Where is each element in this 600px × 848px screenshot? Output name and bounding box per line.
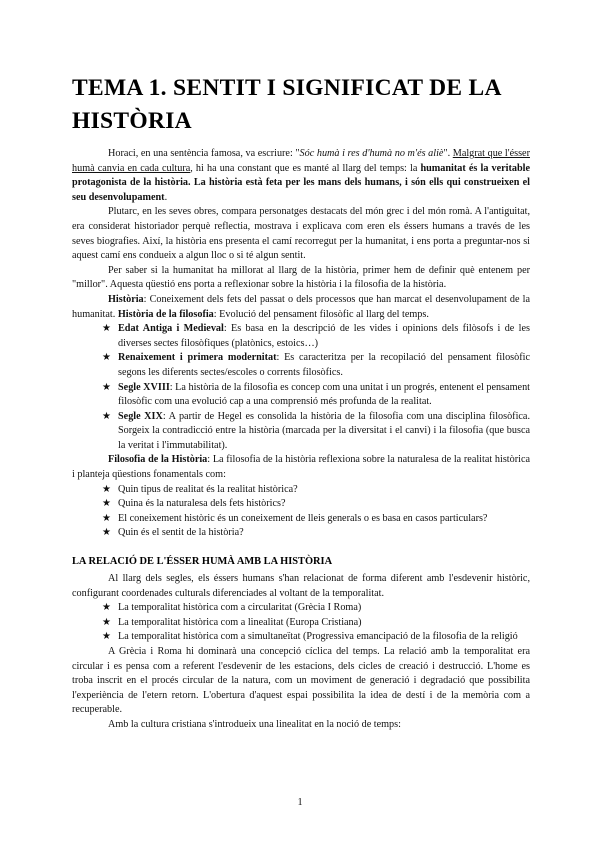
- star-bullet-icon: ★: [102, 512, 111, 524]
- term-historia-filosofia: Història de la filosofia: [117, 308, 214, 320]
- list-item: ★ La temporalitat històrica com a simultaneïtat (Progressiva emancipació de la filosofia de la religió: [72, 630, 530, 645]
- paragraph-millor: Per saber si la humanitat ha millorat al llarg de la història, primer hem de definir què entenem per "millor". Aquesta qüestió ens porta a reflexionar sobre la història i la filosofia de la història.: [72, 264, 530, 291]
- list-item: ★ Quina és la naturalesa dels fets històrics?: [72, 497, 530, 512]
- star-bullet-icon: ★: [102, 616, 111, 628]
- list-item: ★ Quin és el sentit de la història?: [72, 526, 530, 541]
- star-bullet-icon: ★: [102, 631, 111, 643]
- page-title: TEMA 1. SENTIT I SIGNIFICAT DE LA HISTÒRIA: [72, 75, 501, 134]
- page-content: [72, 72, 530, 733]
- star-bullet-icon: ★: [102, 527, 111, 539]
- star-bullet-icon: ★: [102, 602, 111, 614]
- list-item: ★ Quin tipus de realitat és la realitat històrica?: [72, 483, 530, 498]
- questions-list: [72, 483, 530, 541]
- list-item: ★ Segle XIX: A partir de Hegel es consolida la història de la filosofia com una disciplina filosòfica. Sorgeix la contradicció entre la història (marcada per la diversitat i el canvi) i la filosofia (que busca la veritat i l'immutabilitat).: [102, 410, 530, 451]
- history-of-philosophy-list: [72, 322, 530, 453]
- star-bullet-icon: ★: [102, 498, 111, 510]
- bold-thesis: humanitat és la veritable protagonista de la història. La història està feta per les mans dels humans, i són ells qui construeixen el seu desenvolupament: [72, 162, 530, 203]
- paragraph-filosofia-historia: Filosofia de la Història: La filosofia de la història reflexiona sobre la naturalesa de la realitat històrica i planteja qüestions fonamentals com:: [72, 454, 530, 481]
- list-item: ★ La temporalitat històrica com a linealitat (Europa Cristiana): [72, 616, 530, 631]
- list-item: ★ Segle XVIII: La història de la filosofia es concep com una unitat i un progrés, entenent el pensament filosòfic com una evolució cap a una comprensió més profunda de la realitat.: [102, 381, 530, 408]
- horaci-quote: Sóc humà i res d'humà no m'és aliè: [299, 148, 444, 159]
- list-item: ★ La temporalitat històrica com a circularitat (Grècia I Roma): [72, 601, 530, 616]
- paragraph-grecia-roma: A Grècia i Roma hi dominarà una concepció cíclica del temps. La relació amb la temporalitat era circular i es pensa com a referent l'esdevenir de les estacions, dels cicles de creació i destrucció. L'home es troba inscrit en el procés circular de la natura, com un moviment de generació i degradació que possibilita l'experiència de l'etern retorn. L'obertura d'aquest espai possibilita la idea de destí i de la memòria com a recuperable.: [72, 646, 530, 716]
- paragraph-plutarc: Plutarc, en les seves obres, compara personatges destacats del món grec i del món romà. A l'antiguitat, era considerat historiador perquè reflectia, mostrava i explicava com eren els éssers humans a través de les seves biografies. Així, la història ens presenta el camí recorregut per la humanitat, i ens porta a preguntar-nos si aquest camí ens condueix a algun lloc o si té algun sentit.: [72, 206, 530, 262]
- page-number: 1: [297, 797, 303, 808]
- paragraph-relacio: Al llarg dels segles, els éssers humans s'han relacionat de forma diferent amb l'esdevenir històric, configurant coordenades culturals diferenciades al voltant de la temporalitat.: [72, 573, 530, 599]
- star-bullet-icon: ★: [102, 352, 111, 364]
- star-bullet-icon: ★: [102, 410, 111, 422]
- list-item: ★ Renaixement i primera modernitat: Es caracteritza per la recopilació del pensament filosòfic segons les diferents sectes/escoles o corrents filosòfics.: [102, 352, 530, 378]
- paragraph-definitions: Història: Coneixement dels fets del passat o dels processos que han marcat el desenvolupament de la humanitat. Història de la filosofia: Evolució del pensament filosòfic al llarg del temps.: [72, 293, 530, 320]
- paragraph-cultura-cristiana: Amb la cultura cristiana s'introdueix una linealitat en la noció de temps:: [108, 718, 401, 730]
- list-item: ★ Edat Antiga i Medieval: Es basa en la descripció de les vides i opinions dels filòsofs i de les diverses sectes filosòfiques (platònics, estoics…): [102, 323, 530, 349]
- star-bullet-icon: ★: [102, 483, 111, 495]
- term-filosofia-historia: Filosofia de la Història: [108, 454, 208, 466]
- underlined-phrase: Malgrat que l'ésser humà canvia en cada cultura: [72, 148, 530, 174]
- star-bullet-icon: ★: [102, 323, 111, 335]
- list-item: ★ El coneixement històric és un coneixement de lleis generals o es basa en casos particulars?: [72, 512, 530, 527]
- temporality-list: [72, 601, 530, 645]
- star-bullet-icon: ★: [102, 381, 111, 393]
- paragraph-horaci: Horaci, en una sentència famosa, va escriure: "Sóc humà i res d'humà no m'és aliè". Malgrat que l'ésser humà canvia en cada cultura, hi ha una constant que es manté al llarg del temps: la humanitat és la veritable protagonista de la història. La història està feta per les mans dels humans, i són ells qui construeixen el seu desenvolupament.: [72, 148, 530, 203]
- term-historia: Història: [108, 293, 144, 305]
- section-heading: LA RELACIÓ DE L'ÉSSER HUMÀ AMB LA HISTÒRIA: [72, 556, 333, 568]
